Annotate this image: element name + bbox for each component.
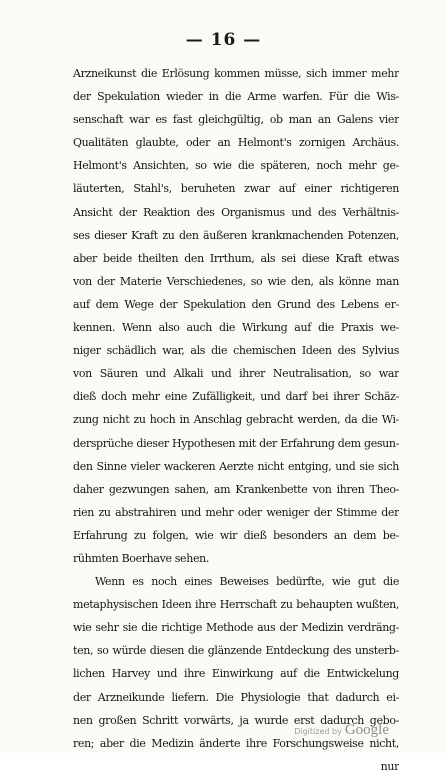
text-line: Erfahrung zu folgen, wie wir dieß besonders an dem be-	[73, 528, 399, 542]
digitization-watermark	[294, 719, 389, 739]
text-line: wie sehr sie die richtige Methode aus der Medizin verdräng-	[73, 621, 399, 635]
text-line: zung nicht zu hoch in Anschlag gebracht werden, da die Wi-	[73, 413, 399, 427]
text-line: metaphysischen Ideen ihre Herrschaft zu behaupten wußten,	[73, 598, 399, 612]
catchword: nur	[380, 759, 399, 773]
text-line-indented: Wenn es noch eines Beweises bedürfte, wie gut die	[95, 575, 399, 589]
text-line: daher gezwungen sahen, am Krankenbette von ihren Theo-	[73, 482, 399, 496]
page-number: — 16 —	[185, 30, 262, 50]
text-line: Ansicht der Reaktion des Organismus und des Verhältnis-	[73, 205, 399, 219]
digitized-by-label: Digitized by	[294, 727, 342, 736]
text-line: von Säuren und Alkali und ihrer Neutralisation, so war	[73, 367, 399, 381]
text-line: rühmten Boerhave sehen.	[73, 551, 209, 565]
text-line: Helmont's Ansichten, so wie die späteren, noch mehr ge-	[73, 159, 399, 173]
text-line: rien zu abstrahiren und mehr oder weniger der Stimme der	[73, 505, 399, 519]
text-line: der Arzneikunde liefern. Die Physiologie that dadurch ei-	[73, 690, 399, 704]
text-line: niger schädlich war, als die chemischen Ideen des Sylvius	[73, 344, 399, 358]
text-line: Qualitäten glaubte, oder an Helmont's zornigen Archäus.	[73, 136, 399, 150]
text-line: aber beide theilten den Irrthum, als sei diese Kraft etwas	[73, 251, 399, 265]
text-line: nen großen Schritt vorwärts, ja wurde erst dadurch gebo-	[73, 713, 399, 727]
text-line: läuterten, Stahl's, beruheten zwar auf einer richtigeren	[73, 182, 399, 196]
text-line: von der Materie Verschiedenes, so wie den, als könne man	[73, 274, 399, 288]
text-line: ses dieser Kraft zu den äußeren krankmachenden Potenzen,	[73, 228, 399, 242]
text-line: der Spekulation wieder in die Arme warfen. Für die Wis-	[73, 90, 399, 104]
text-line: dersprüche dieser Hypothesen mit der Erfahrung dem gesun-	[73, 436, 399, 450]
body-text	[73, 62, 399, 778]
text-line: Arzneikunst die Erlösung kommen müsse, sich immer mehr	[73, 67, 399, 80]
text-line: lichen Harvey und ihre Einwirkung auf die Entwickelung	[73, 667, 399, 681]
text-line: senschaft war es fast gleichgültig, ob man an Galens vier	[73, 113, 399, 127]
text-line: ten, so würde diesen die glänzende Entdeckung des unsterb-	[73, 644, 399, 658]
text-line: ren; aber die Medizin änderte ihre Forschungsweise nicht,	[73, 736, 399, 750]
google-logo: Google	[344, 722, 389, 738]
text-line: auf dem Wege der Spekulation den Grund des Lebens er-	[73, 297, 399, 311]
text-line: dieß doch mehr eine Zufälligkeit, und darf bei ihrer Schäz-	[73, 390, 399, 404]
text-line: den Sinne vieler wackeren Aerzte nicht entging, und sie sich	[73, 459, 399, 473]
text-line: kennen. Wenn also auch die Wirkung auf die Praxis we-	[73, 321, 399, 335]
